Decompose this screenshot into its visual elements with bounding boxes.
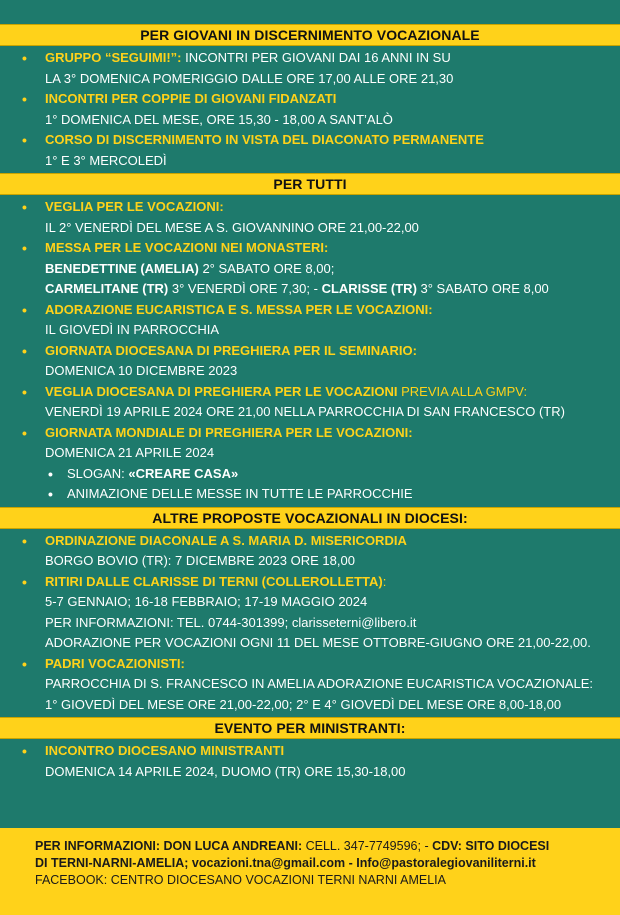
list-item: • ORDINAZIONE DIACONALE A S. MARIA D. MISERICORDIA BORGO BOVIO (TR): 7 DICEMBRE 2023 ORE 18,00 [22,532,407,568]
section-giovani [0,46,620,173]
section-tutti [0,195,620,507]
section-header-ministranti: EVENTO PER MINISTRANTI: [0,717,620,739]
bullet-icon: • [22,50,27,66]
section-header-giovani: PER GIOVANI IN DISCERNIMENTO VOCAZIONALE [0,24,620,46]
bullet-icon: • [22,655,27,672]
bullet-icon: • [22,199,27,215]
section-header-altre: ALTRE PROPOSTE VOCAZIONALI IN DIOCESI: [0,507,620,529]
list-item: • GIORNATA MONDIALE DI PREGHIERA PER LE VOCAZIONI: DOMENICA 21 APRILE 2024 • SLOGAN: «CREARE CASA» • ANIMAZIONE DELLE MESSE IN TUTTE LE PARROCCHIE [0,423,620,505]
bullet-icon: • [48,486,53,502]
list-item: • GRUPPO “SEGUIMI!”: INCONTRI PER GIOVANI DAI 16 ANNI IN SU LA 3° DOMENICA POMERIGGIO DALLE ORE 17,00 ALLE ORE 21,30 [22,50,454,86]
bullet-icon: • [22,383,27,400]
section-ministranti [0,739,620,784]
list-item: • ADORAZIONE EUCARISTICA E S. MESSA PER LE VOCAZIONI: IL GIOVEDÌ IN PARROCCHIA [22,301,433,337]
bullet-icon: • [22,132,27,148]
section-header-tutti: PER TUTTI [0,173,620,195]
list-item: • VEGLIA DIOCESANA DI PREGHIERA PER LE VOCAZIONI PREVIA ALLA GMPV: VENERDÌ 19 APRILE 2024 ORE 21,00 NELLA PARROCCHIA DI SAN FRANCESCO (TR) [22,383,565,419]
bullet-icon: • [22,342,27,359]
bullet-icon: • [22,424,27,441]
bullet-icon: • [22,91,27,107]
list-item: • GIORNATA DIOCESANA DI PREGHIERA PER IL SEMINARIO: DOMENICA 10 DICEMBRE 2023 [22,342,417,378]
list-item: • PADRI VOCAZIONISTI: PARROCCHIA DI S. FRANCESCO IN AMELIA ADORAZIONE EUCARISTICA VOCAZIONALE: 1° GIOVEDÌ DEL MESE ORE 21,00-22,00; 2° E 4° GIOVEDÌ DEL MESE ORE 8,00-18,00 [22,655,594,712]
footer-contacts: PER INFORMAZIONI: DON LUCA ANDREANI: CELL. 347-7749596; - CDV: SITO DIOCESI DI TERNI-NARNI-AMELIA; vocazioni.tna@gmail.com - Info@pastoralegiovaniliterni.it FACEBOOK: CENTRO DIOCESANO VOCAZIONI TERNI NARNI AMELIA [0,828,620,915]
top-strip [0,0,620,24]
sub-list-item: • SLOGAN: «CREARE CASA» [48,465,239,482]
bullet-icon: • [22,573,27,590]
list-item: • INCONTRO DIOCESANO MINISTRANTI DOMENICA 14 APRILE 2024, DUOMO (TR) ORE 15,30-18,00 [22,743,406,779]
section-altre [0,529,620,718]
bullet-icon: • [22,743,27,759]
list-item: • MESSA PER LE VOCAZIONI NEI MONASTERI: BENEDETTINE (AMELIA) 2° SABATO ORE 8,00; CARMELITANE (TR) 3° VENERDÌ ORE 7,30; - CLARISSE (TR) 3° SABATO ORE 8,00 [22,240,549,296]
bullet-icon: • [48,465,53,482]
bullet-icon: • [22,532,27,549]
list-item: • CORSO DI DISCERNIMENTO IN VISTA DEL DIACONATO PERMANENTE 1° E 3° MERCOLEDÌ [22,132,484,168]
bullet-icon: • [22,301,27,318]
bullet-icon: • [22,240,27,256]
list-item: • VEGLIA PER LE VOCAZIONI: IL 2° VENERDÌ DEL MESE A S. GIOVANNINO ORE 21,00-22,00 [22,199,419,235]
list-item: • INCONTRI PER COPPIE DI GIOVANI FIDANZATI 1° DOMENICA DEL MESE, ORE 15,30 - 18,00 A SANT’ALÒ [22,91,393,127]
sub-list-item: • ANIMAZIONE DELLE MESSE IN TUTTE LE PARROCCHIE [48,486,413,502]
list-item: • RITIRI DALLE CLARISSE DI TERNI (COLLEROLLETTA): 5-7 GENNAIO; 16-18 FEBBRAIO; 17-19 MAGGIO 2024 PER INFORMAZIONI: TEL. 0744-301399; clarisseterni@libero.it ADORAZIONE PER VOCAZIONI OGNI 11 DEL MESE OTTOBRE-GIUGNO ORE 21,00-22,00. [22,573,591,650]
